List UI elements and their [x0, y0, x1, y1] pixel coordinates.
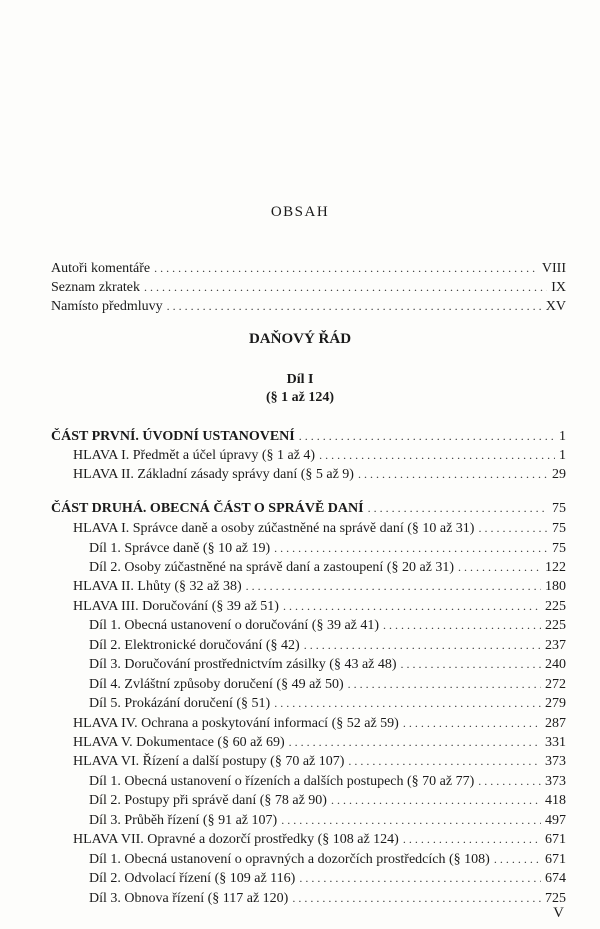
section-heading: [0, 427, 600, 445]
toc-entry: [0, 889, 600, 907]
toc-entry-page: 725: [545, 890, 566, 906]
part-range: (§ 1 až 124): [265, 390, 335, 405]
toc-entry: [0, 811, 600, 829]
toc-entry-page: 1: [559, 448, 566, 463]
dot-leader: [401, 655, 541, 673]
toc-entry-label: Seznam zkratek: [51, 280, 141, 295]
toc-entry-label: Díl 2. Elektronické doručování (§ 42): [89, 637, 300, 653]
toc-entry-foreword: [0, 297, 600, 315]
toc-entry-label: HLAVA V. Dokumentace (§ 60 až 69): [73, 735, 285, 750]
toc-entry-label: ČÁST PRVNÍ. ÚVODNÍ USTANOVENÍ: [51, 429, 295, 444]
dot-leader: [403, 830, 541, 848]
toc-entry-page: 1: [559, 429, 566, 444]
toc-entry: [0, 675, 600, 693]
toc-entry-label: Díl 3. Průběh řízení (§ 91 až 107): [89, 812, 278, 828]
toc-entry-page: 418: [545, 793, 566, 809]
dot-leader: [283, 597, 541, 615]
toc-entry-page: 373: [545, 754, 566, 770]
toc-entry-page: 671: [545, 832, 566, 848]
toc-entry: [0, 869, 600, 887]
dot-leader: [478, 519, 548, 537]
toc-entry-page: 674: [545, 871, 566, 887]
toc-entry: [0, 446, 600, 464]
toc-entry: [0, 655, 600, 673]
toc-entry: [0, 558, 600, 576]
toc-entry: [0, 772, 600, 790]
part-title: Díl I: [286, 372, 314, 387]
toc-entry: [0, 850, 600, 868]
dot-leader: [494, 850, 541, 868]
toc-entry-page: 122: [545, 559, 566, 575]
dot-leader: [274, 694, 541, 712]
toc-entry: [0, 539, 600, 557]
toc-entry-label: HLAVA IV. Ochrana a poskytování informací (§ 52 až 59): [73, 715, 399, 731]
toc-entry-page: 331: [545, 735, 566, 750]
dot-leader: [458, 558, 541, 576]
toc-entry-page: 180: [545, 579, 566, 595]
toc-entry-page: 75: [552, 521, 566, 536]
toc-entry-label: Autoři komentáře: [51, 261, 151, 276]
toc-entry: [0, 752, 600, 770]
toc-entry-page: VIII: [541, 261, 566, 276]
toc-entry-page: 373: [545, 773, 566, 789]
toc-entry-page: 240: [545, 657, 566, 673]
dot-leader: [319, 446, 555, 464]
toc-entry-label: Díl 1. Obecná ustanovení o opravných a dozorčích prostředcích (§ 108): [89, 851, 490, 867]
dot-leader: [403, 714, 541, 732]
toc-entry-label: HLAVA III. Doručování (§ 39 až 51): [73, 598, 279, 614]
toc-entry-page: 272: [545, 676, 566, 692]
toc-entry-label: Díl 2. Odvolací řízení (§ 109 až 116): [89, 871, 296, 887]
dot-leader: [246, 577, 541, 595]
dot-leader: [348, 675, 541, 693]
toc-entry-label: HLAVA I. Správce daně a osoby zúčastněné na správě daní (§ 10 až 31): [73, 521, 475, 536]
toc-entry-label: Díl 3. Doručování prostřednictvím zásilky (§ 43 až 48): [89, 657, 397, 673]
toc-entry-page: 75: [552, 540, 566, 556]
toc-entry: [0, 519, 600, 537]
toc-entry-label: Díl 1. Správce daně (§ 10 až 19): [89, 540, 271, 556]
toc-entry-label: Díl 3. Obnova řízení (§ 117 až 120): [89, 890, 289, 906]
toc-entry-label: HLAVA VII. Opravné a dozorčí prostředky (§ 108 až 124): [73, 832, 399, 848]
dot-leader: [292, 889, 541, 907]
dot-leader: [304, 636, 541, 654]
toc-entry: [0, 714, 600, 732]
toc-entry-label: HLAVA II. Lhůty (§ 32 až 38): [73, 579, 242, 595]
dot-leader: [358, 465, 548, 483]
toc-entry-label: HLAVA I. Předmět a účel úpravy (§ 1 až 4): [73, 448, 316, 463]
toc-entry-label: ČÁST DRUHÁ. OBECNÁ ČÁST O SPRÁVĚ DANÍ: [51, 501, 364, 516]
dot-leader: [281, 811, 541, 829]
toc-entry: [0, 636, 600, 654]
toc-entry: [0, 616, 600, 634]
dot-leader: [289, 733, 541, 751]
toc-entry-label: Namísto předmluvy: [51, 299, 163, 314]
dot-leader: [167, 297, 542, 315]
toc-entry-page: XV: [545, 299, 566, 314]
dot-leader: [383, 616, 541, 634]
toc-entry-label: Díl 2. Osoby zúčastněné na správě daní a zastoupení (§ 20 až 31): [89, 559, 455, 575]
section-heading: [0, 499, 600, 517]
toc-entry: [0, 465, 600, 483]
dot-leader: [368, 499, 548, 517]
toc-entry-page: 75: [552, 501, 566, 516]
toc-entry-label: Díl 5. Prokázání doručení (§ 51): [89, 696, 271, 711]
toc-entry-page: 225: [545, 618, 566, 634]
dot-leader: [154, 259, 538, 277]
toc-entry-label: Díl 2. Postupy při správě daní (§ 78 až 90): [89, 793, 327, 809]
dot-leader: [478, 772, 541, 790]
toc-entry: [0, 597, 600, 615]
toc-entry: [0, 791, 600, 809]
page-number: V: [553, 905, 564, 921]
toc-title: OBSAH: [270, 204, 330, 220]
dot-leader: [299, 427, 555, 445]
toc-entry-page: 497: [545, 812, 566, 828]
toc-entry-abbreviations: [0, 278, 600, 296]
toc-entry-label: Díl 1. Obecná ustanovení o řízeních a dalších postupech (§ 70 až 77): [89, 773, 475, 789]
toc-entry-label: Díl 4. Zvláštní způsoby doručení (§ 49 až 50): [89, 676, 344, 692]
toc-entry-label: HLAVA VI. Řízení a další postupy (§ 70 až 107): [73, 754, 345, 770]
dot-leader: [348, 752, 541, 770]
toc-entry-label: Díl 1. Obecná ustanovení o doručování (§ 39 až 41): [89, 618, 380, 634]
dot-leader: [274, 539, 548, 557]
toc-entry-page: 237: [545, 637, 566, 653]
toc-entry-page: 279: [545, 696, 566, 711]
toc-entry: [0, 733, 600, 751]
dot-leader: [144, 278, 547, 296]
toc-entry: [0, 830, 600, 848]
toc-entry: [0, 694, 600, 712]
toc-entry-page: 29: [552, 467, 566, 482]
toc-entry-page: 225: [545, 598, 566, 614]
toc-entry-page: 287: [545, 715, 566, 731]
toc-entry: [0, 577, 600, 595]
dot-leader: [299, 869, 541, 887]
toc-entry-page: 671: [545, 851, 566, 867]
toc-entry-authors: [0, 259, 600, 277]
main-title: DAŇOVÝ ŘÁD: [248, 331, 352, 347]
toc-entry-label: HLAVA II. Základní zásady správy daní (§ 5 až 9): [73, 467, 354, 482]
dot-leader: [331, 791, 541, 809]
toc-entry-page: IX: [551, 280, 566, 295]
